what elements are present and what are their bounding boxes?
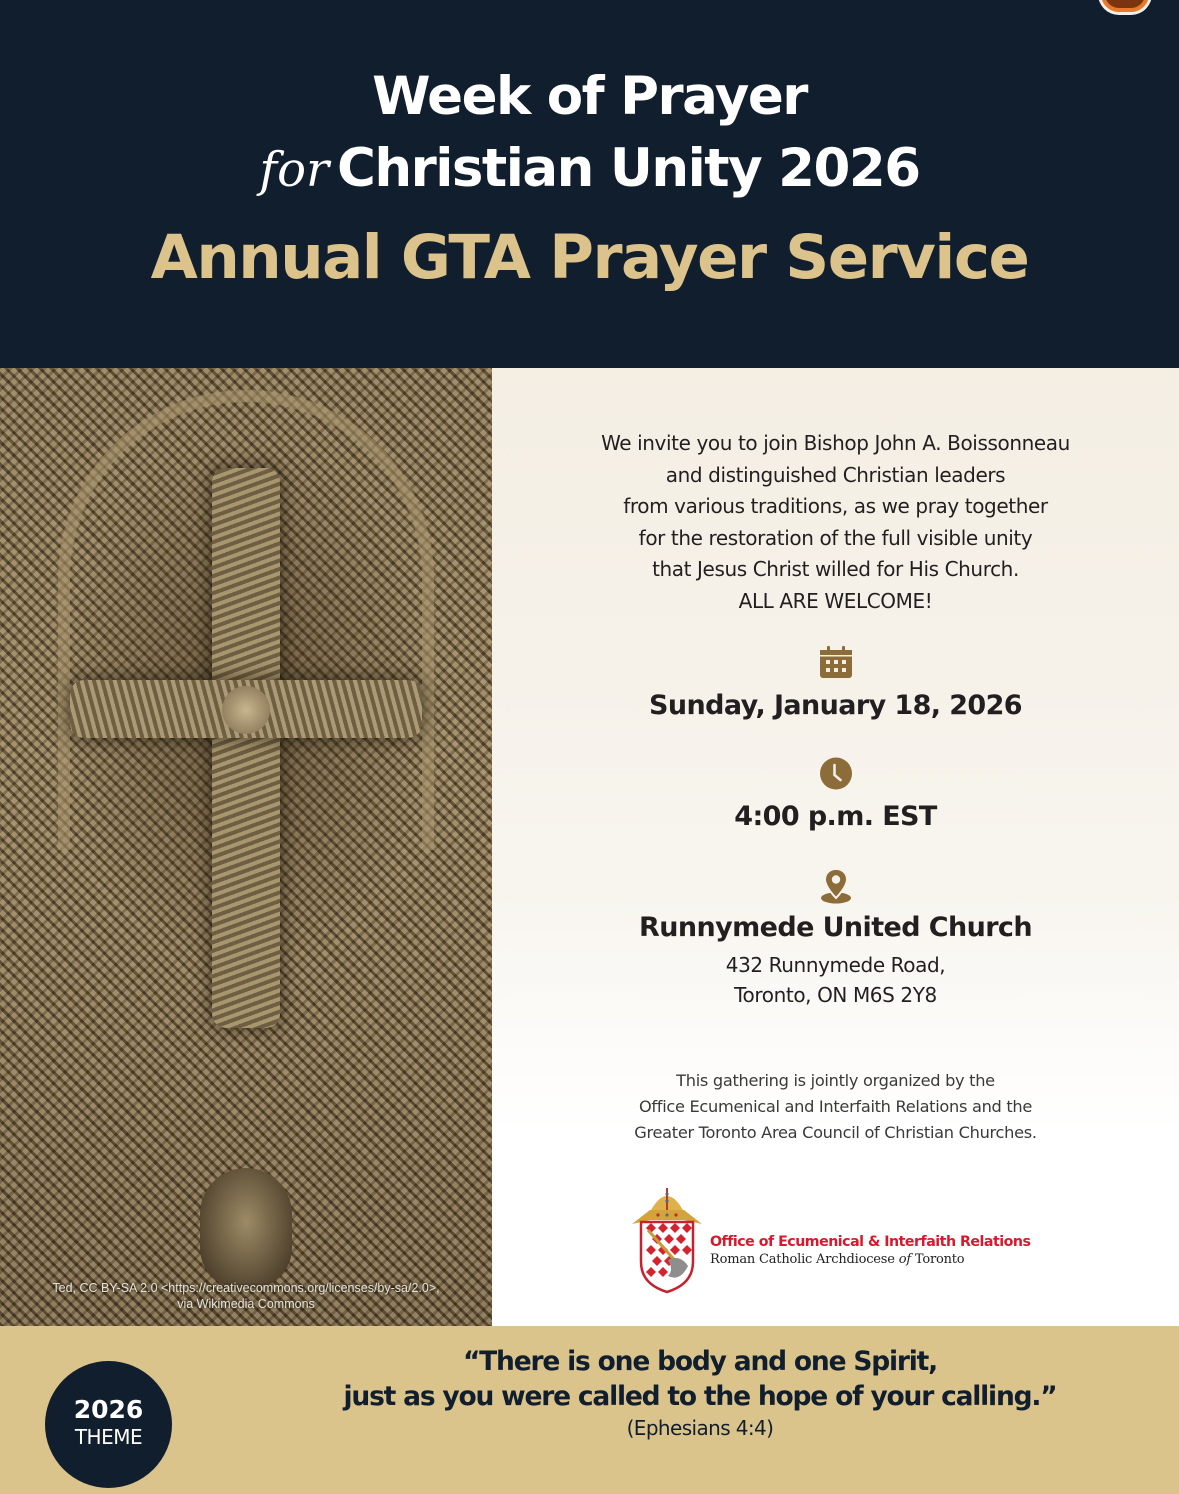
invite-line: and distinguished Christian leaders	[665, 462, 1006, 487]
invitation-text	[492, 428, 1179, 617]
photo-credit-line-2: via Wikimedia Commons	[177, 1297, 315, 1311]
organizers-line: Greater Toronto Area Council of Christian Churches.	[634, 1123, 1037, 1142]
cross-vertical-beam	[212, 468, 280, 1028]
theme-footer	[0, 1326, 1179, 1494]
theme-badge	[45, 1361, 172, 1488]
org-subtitle-prefix: Roman Catholic Archdiocese	[710, 1252, 899, 1267]
venue-address-line-2: Toronto, ON M6S 2Y8	[734, 983, 937, 1007]
calendar-icon	[819, 646, 853, 684]
org-name: Office of Ecumenical & Interfaith Relations	[710, 1234, 1031, 1250]
clock-icon	[819, 757, 852, 795]
invite-line: from various traditions, as we pray together	[623, 494, 1048, 518]
title-line-1: Week of Prayer	[372, 66, 807, 127]
title-for-word: for	[259, 142, 329, 198]
invite-line: We invite you to join Bishop John A. Boissonneau	[601, 431, 1070, 455]
event-date: Sunday, January 18, 2026	[649, 690, 1022, 721]
title-line-2	[0, 138, 1179, 199]
org-subtitle-italic: of	[898, 1252, 911, 1267]
quote-line-2: just as you were called to the hope of your calling.”	[343, 1381, 1057, 1412]
quote-line-1: “There is one body and one Spirit,	[462, 1346, 938, 1377]
map-pin-icon	[820, 868, 852, 909]
event-time: 4:00 p.m. EST	[734, 801, 937, 832]
corner-logo-icon	[1101, 0, 1149, 12]
badge-year: 2026	[73, 1395, 144, 1424]
invite-line: ALL ARE WELCOME!	[738, 588, 933, 613]
organizers-note	[492, 1068, 1179, 1146]
badge-label: THEME	[74, 1425, 143, 1449]
carved-face	[200, 1168, 292, 1288]
header-banner	[0, 0, 1179, 368]
event-info-panel	[492, 368, 1179, 1326]
coat-of-arms-icon	[628, 1182, 706, 1294]
photo-credit	[0, 1280, 492, 1312]
title-line-2-text: Christian Unity 2026	[336, 138, 920, 199]
scripture-reference: (Ephesians 4:4)	[626, 1416, 774, 1440]
invite-line: that Jesus Christ willed for His Church.	[652, 557, 1019, 581]
archdiocese-office-logo	[628, 1182, 1068, 1294]
organizers-line: Office Ecumenical and Interfaith Relations and the	[638, 1097, 1033, 1116]
khachkar-stone-cross-photo	[0, 368, 492, 1326]
org-subtitle-suffix: Toronto	[910, 1252, 965, 1267]
org-subtitle	[710, 1252, 964, 1267]
event-subtitle: Annual GTA Prayer Service	[150, 222, 1029, 293]
venue-address-line-1: 432 Runnymede Road,	[725, 953, 946, 977]
cross-center-boss	[222, 686, 270, 734]
photo-credit-line-1: Ted, CC BY-SA 2.0 <https://creativecommons.org/licenses/by-sa/2.0>,	[52, 1281, 440, 1295]
theme-quote	[200, 1344, 1179, 1414]
venue-name: Runnymede United Church	[639, 912, 1032, 943]
invite-line: for the restoration of the full visible unity	[638, 525, 1033, 550]
organizers-line: This gathering is jointly organized by the	[676, 1071, 995, 1090]
